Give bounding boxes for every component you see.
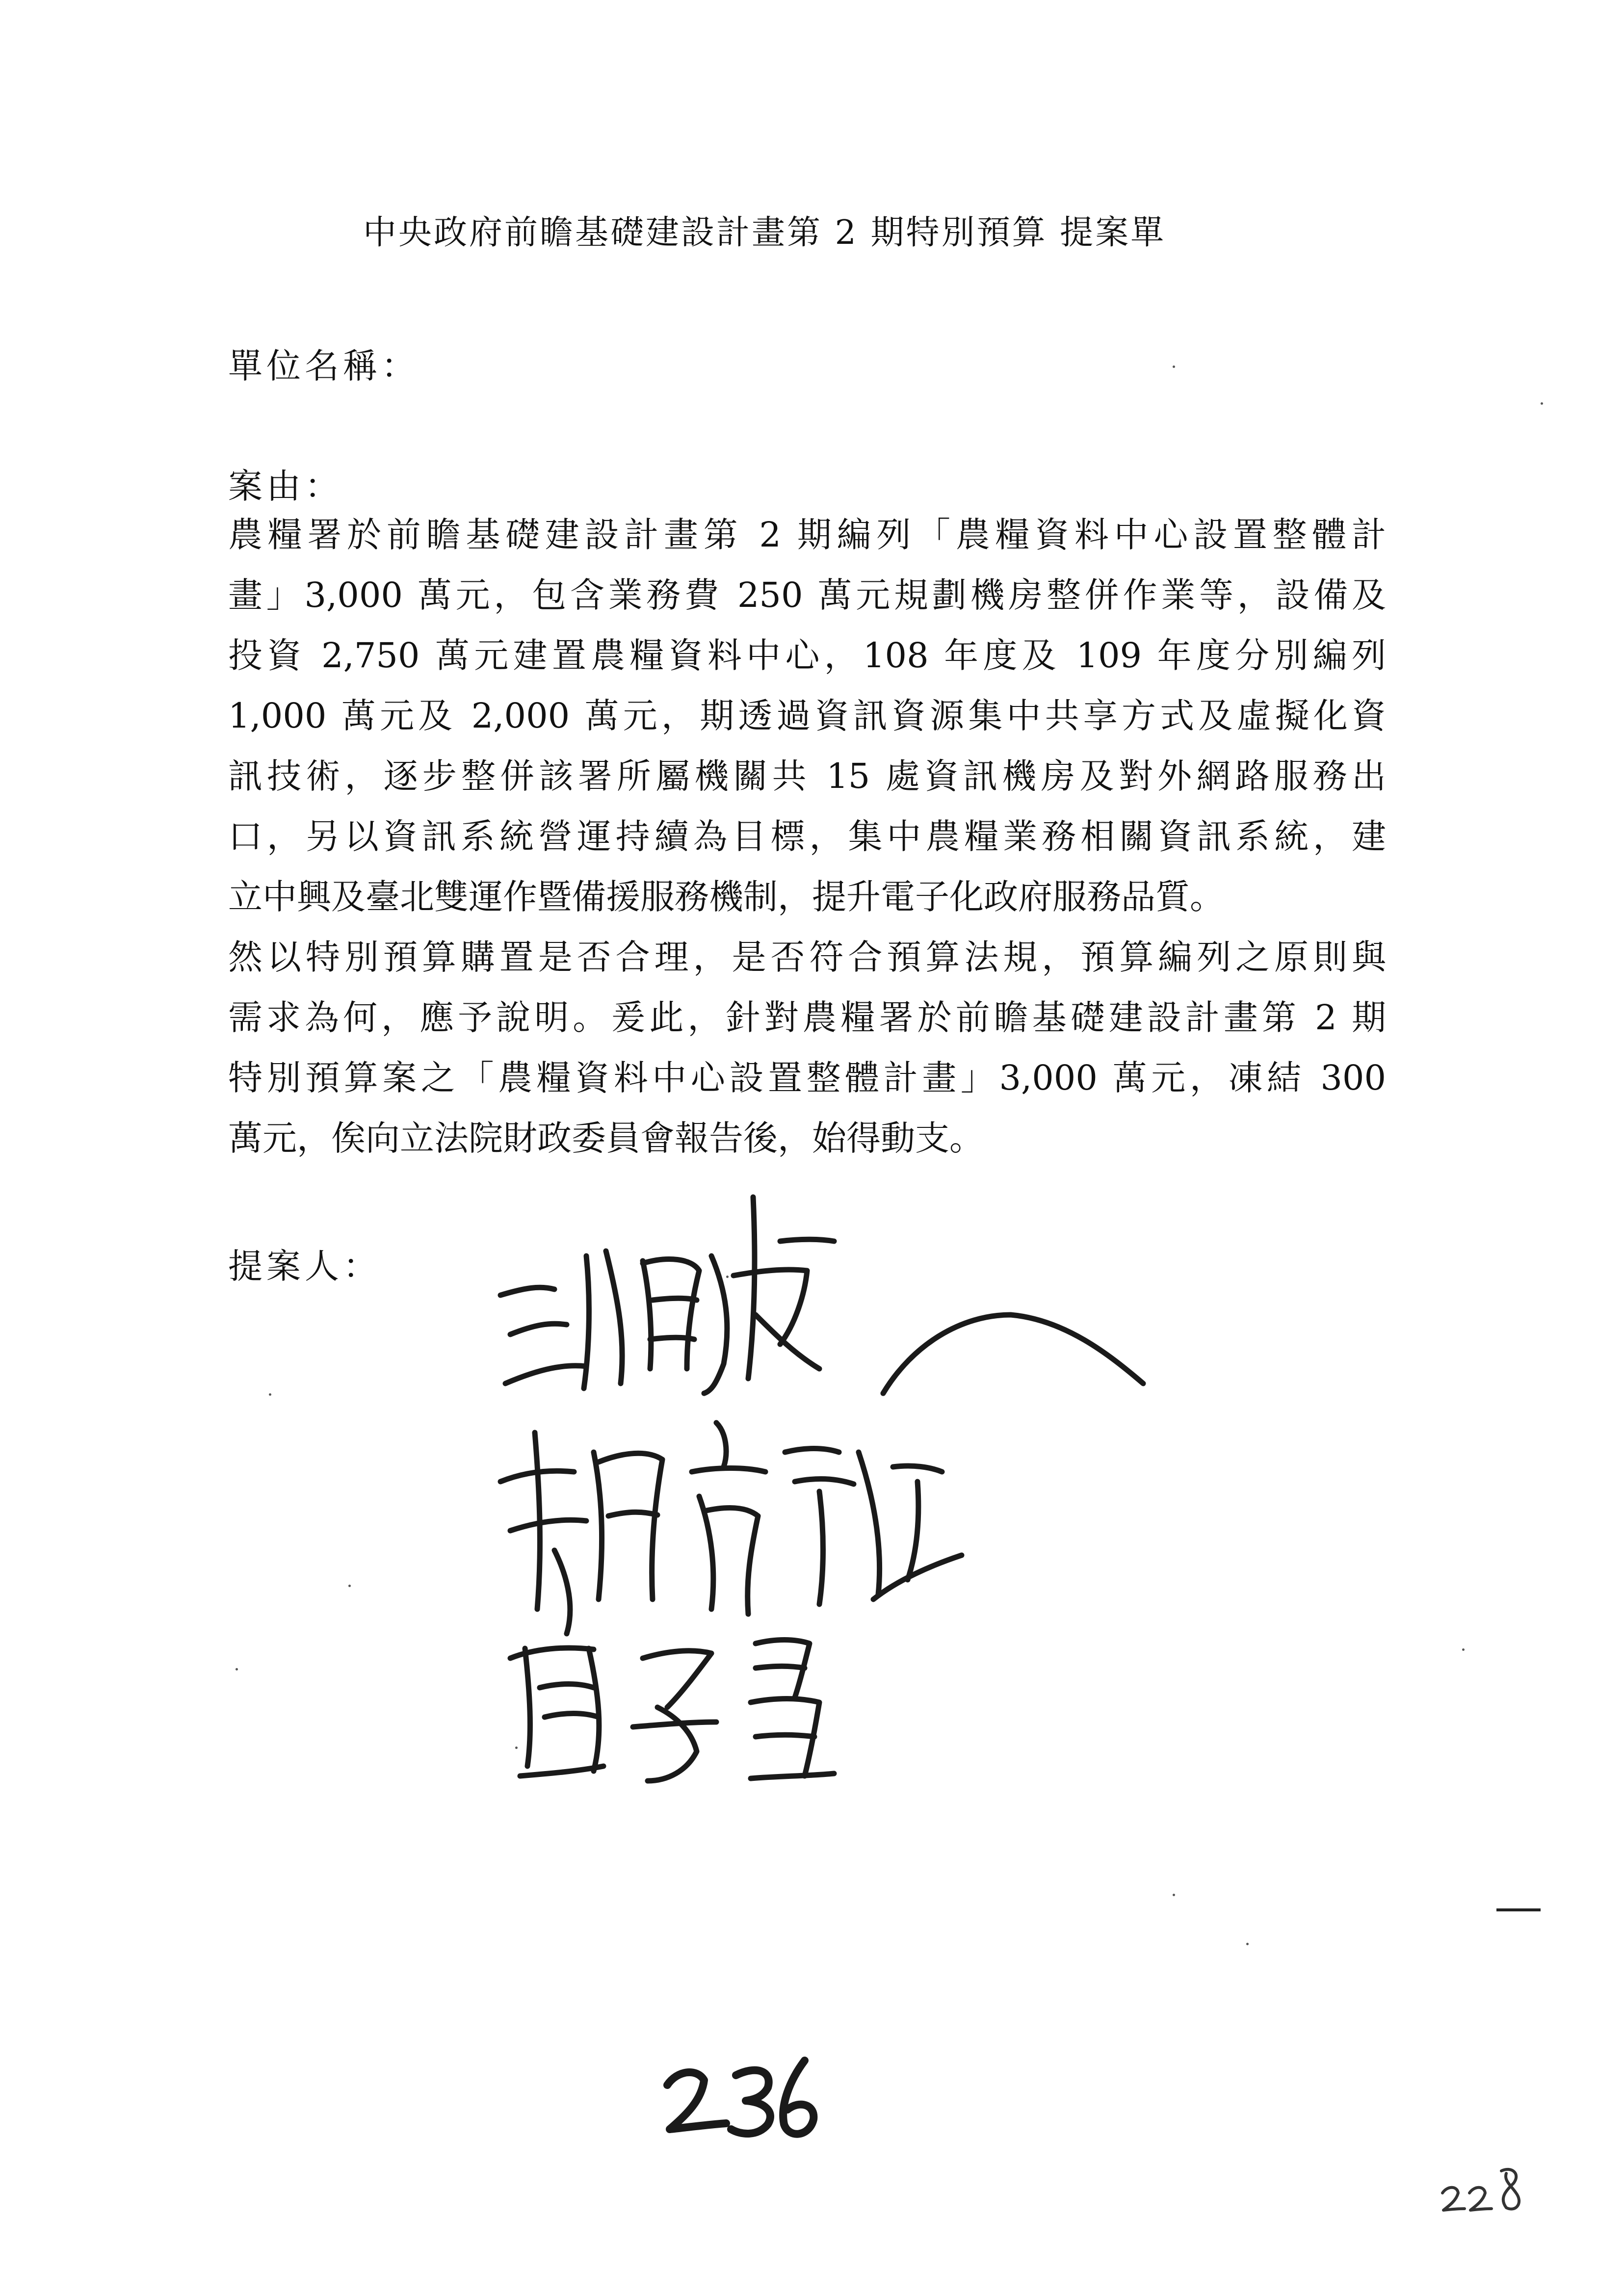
scan-speck <box>236 1668 238 1670</box>
scan-speck <box>726 1276 729 1278</box>
reason-line: 立中興及臺北雙運作暨備援服務機制，提升電子化政府服務品質。 <box>228 877 1224 917</box>
scan-speck <box>1173 365 1175 368</box>
scan-speck <box>348 1585 351 1587</box>
reason-line: 投資 2,750 萬元建置農糧資料中心，108 年度及 109 年度分別編列 <box>228 635 1386 676</box>
signature-1 <box>500 1197 834 1393</box>
signature-3 <box>510 1640 834 1781</box>
scan-speck <box>1541 402 1543 405</box>
page-title: 中央政府前瞻基礎建設計畫第 2 期特別預算 提案單 <box>363 213 1166 252</box>
proposer-label: 提案人： <box>228 1246 381 1286</box>
reason-label: 案由： <box>228 466 343 506</box>
handwritten-page-number <box>657 2046 824 2144</box>
reason-body <box>228 508 1386 1172</box>
reason-line: 特別預算案之「農糧資料中心設置整體計畫」3,000 萬元，凍結 300 <box>228 1058 1386 1098</box>
corner-page-number <box>1438 2164 1526 2218</box>
scan-speck <box>515 1747 518 1749</box>
reason-line: 1,000 萬元及 2,000 萬元，期透過資訊資源集中共享方式及虛擬化資 <box>228 696 1386 736</box>
reason-line: 農糧署於前瞻基礎建設計畫第 2 期編列「農糧資料中心設置整體計 <box>228 515 1386 555</box>
reason-line: 畫」3,000 萬元，包含業務費 250 萬元規劃機房整併作業等，設備及 <box>228 575 1386 615</box>
scan-mark <box>1496 1908 1541 1911</box>
signatures <box>481 1177 1315 1791</box>
reason-line: 訊技術，逐步整併該署所屬機關共 15 處資訊機房及對外網路服務出 <box>228 756 1386 796</box>
scan-speck <box>269 1393 271 1396</box>
scan-speck <box>1173 1894 1175 1896</box>
reason-line: 萬元，俟向立法院財政委員會報告後，始得動支。 <box>228 1118 984 1158</box>
reason-line: 口，另以資訊系統營運持續為目標，集中農糧業務相關資訊系統，建 <box>228 816 1386 857</box>
scan-speck <box>1246 1943 1249 1945</box>
unit-name-label: 單位名稱： <box>228 346 419 386</box>
reason-line: 然以特別預算購置是否合理，是否符合預算法規，預算編列之原則與 <box>228 937 1386 977</box>
signature-2 <box>500 1315 1143 1634</box>
scan-speck <box>1462 1648 1465 1651</box>
reason-line: 需求為何，應予說明。爰此，針對農糧署於前瞻基礎建設計畫第 2 期 <box>228 997 1386 1038</box>
